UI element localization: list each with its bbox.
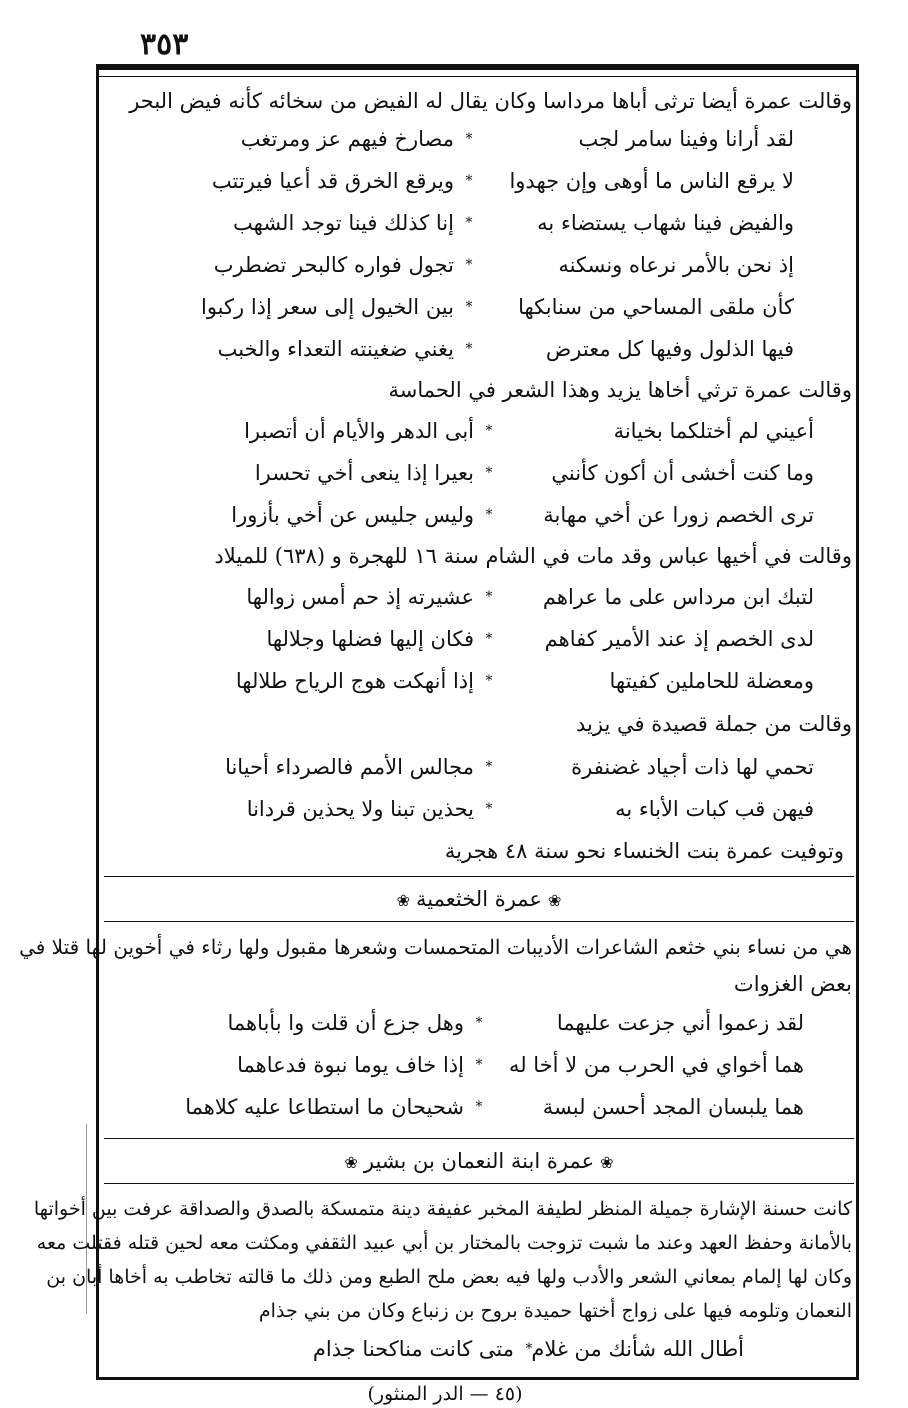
hemistich-first: لا يرقع الناس ما أوهى وإن جهدوا: [509, 169, 794, 193]
ornament-icon: ❀: [396, 891, 411, 910]
section1-verses: [104, 118, 854, 370]
section1-intro: وقالت عمرة أيضا ترثى أباها مرداسا وكان يقال له الفيض من سخائه كأنه فيض البحر: [129, 89, 852, 113]
separator-icon: *: [465, 257, 473, 273]
separator-icon: *: [465, 299, 473, 315]
hemistich-second: عشيرته إذ حم أمس زوالها: [246, 585, 474, 609]
separator-icon: *: [525, 1341, 533, 1357]
hemistich-second: مصارخ فيهم عز ومرتغب: [240, 127, 454, 151]
separator-icon: *: [465, 341, 473, 357]
verse-row: [104, 1002, 804, 1044]
verse-row: [104, 788, 814, 830]
hemistich-second: شحيحان ما استطاعا عليه كلاهما: [185, 1095, 464, 1119]
verse-row: [104, 328, 794, 370]
page-footer: (٤٥ — الدر المنثور): [367, 1383, 523, 1405]
hemistich-first: والفيض فينا شهاب يستضاء به: [537, 211, 794, 235]
section5-title: عمرة الخثعمية: [416, 887, 542, 911]
hemistich-first: إذ نحن بالأمر نرعاه ونسكنه: [558, 253, 794, 277]
hemistich-first: لدى الخصم إذ عند الأمير كفاهم: [544, 627, 814, 651]
hemistich-first: لتبك ابن مرداس على ما عراهم: [542, 585, 814, 609]
section6-line: النعمان وتلومه فيها على زواج أختها حميدة بروح بن زنباع وكان من بني جذام: [258, 1300, 852, 1322]
separator-icon: *: [485, 673, 493, 689]
separator-icon: *: [475, 1057, 483, 1073]
section4-intro: وقالت من جملة قصيدة في يزيد: [576, 712, 852, 736]
hemistich-first: تحمي لها ذات أجياد غضنفرة: [571, 755, 814, 779]
separator-icon: *: [465, 215, 473, 231]
separator-icon: *: [485, 423, 493, 439]
hemistich-second: بعيرا إذا ينعى أخي تحسرا: [254, 461, 474, 485]
hemistich-first: أعيني لم أختلكما بخيانة: [613, 419, 814, 443]
separator-icon: *: [475, 1099, 483, 1115]
verse-row: [104, 576, 814, 618]
verse-row: [104, 118, 794, 160]
hemistich-second: مجالس الأمم فالصرداء أحيانا: [225, 755, 474, 779]
section3-verses: [104, 576, 854, 702]
ornament-icon: ❀: [547, 891, 562, 910]
hemistich-first: ترى الخصم زورا عن أخي مهابة: [543, 503, 814, 527]
section2-intro: وقالت عمرة ترثي أخاها يزيد وهذا الشعر في الحماسة: [388, 378, 852, 402]
ornament-icon: ❀: [600, 1153, 614, 1172]
separator-icon: *: [485, 507, 493, 523]
hemistich-second: إذا خاف يوما نبوة فدعاهما: [237, 1053, 464, 1077]
hemistich-second: إنا كذلك فينا توجد الشهب: [233, 211, 454, 235]
hemistich-first: لقد زعموا أني جزعت عليهما: [556, 1011, 804, 1035]
section6-line: كانت حسنة الإشارة جميلة المنظر لطيفة المخبر عفيفة دينة متمسكة بالصدق والصداقة عرفت بين أخواتها: [33, 1198, 852, 1220]
separator-icon: *: [485, 801, 493, 817]
verse-row: [104, 202, 794, 244]
hemistich-first: كأن ملقى المساحي من سنابكها: [518, 295, 794, 319]
verse-row: [104, 1328, 744, 1370]
verse-row: [104, 286, 794, 328]
verse-row: [104, 494, 814, 536]
verse-row: [104, 618, 814, 660]
separator-icon: *: [475, 1015, 483, 1031]
section6-body: [33, 1184, 854, 1328]
section6-heading: [104, 1138, 854, 1184]
verse-row: [104, 746, 814, 788]
hemistich-first: هما يلبسان المجد أحسن لبسة: [542, 1095, 804, 1119]
section6-verses: [104, 1328, 854, 1370]
frame-top-rule: [96, 76, 859, 77]
verse-row: [104, 660, 814, 702]
hemistich-first: فيهن قب كبات الأباء به: [615, 797, 814, 821]
separator-icon: *: [485, 631, 493, 647]
separator-icon: *: [485, 759, 493, 775]
hemistich-second: يغني ضغينته التعداء والخبب: [217, 337, 454, 361]
verse-row: [104, 160, 794, 202]
section4-verses: [104, 746, 854, 830]
hemistich-second: ويرقع الخرق قد أعيا فيرتتب: [211, 169, 454, 193]
separator-icon: *: [465, 131, 473, 147]
section5-intro-line1: هي من نساء بني خثعم الشاعرات الأديبات المتحمسات وشعرها مقبول ولها رثاء في أخوين لها قتلا في: [19, 935, 852, 959]
separator-icon: *: [485, 465, 493, 481]
section3-intro: وقالت في أخيها عباس وقد مات في الشام سنة ١٦ للهجرة و (٦٣٨) للميلاد: [214, 544, 852, 568]
hemistich-first: لقد أرانا وفينا سامر لجب: [578, 127, 794, 151]
section4-closing: وتوفيت عمرة بنت الخنساء نحو سنة ٤٨ هجرية: [444, 839, 844, 863]
separator-icon: *: [485, 589, 493, 605]
hemistich-second: أبى الدهر والأيام أن أتصبرا: [244, 419, 474, 443]
section2-verses: [104, 410, 854, 536]
verse-row: [104, 1044, 804, 1086]
verse-row: [104, 452, 814, 494]
ornament-icon: ❀: [344, 1153, 358, 1172]
hemistich-first: وما كنت أخشى أن أكون كأنني: [551, 461, 814, 485]
hemistich-second: فكان إليها فضلها وجلالها: [266, 627, 474, 651]
section6-title: عمرة ابنة النعمان بن بشير: [363, 1149, 595, 1173]
hemistich-first: أطال الله شأنك من غلام: [531, 1337, 744, 1361]
section5-verses: [104, 1002, 854, 1128]
hemistich-second: تجول فواره كالبحر تضطرب: [213, 253, 454, 277]
section6-line: وكان لها إلمام بمعاني الشعر والأدب ولها فيه بعض ملح الطبع ومن ذلك ما قالته تخاطب به أخاها أبان بن: [46, 1266, 852, 1288]
hemistich-first: ومعضلة للحاملين كفيتها: [609, 669, 814, 693]
verse-row: [104, 1086, 804, 1128]
verse-row: [104, 244, 794, 286]
section5-heading: [104, 876, 854, 922]
hemistich-second: بين الخيول إلى سعر إذا ركبوا: [200, 295, 454, 319]
verse-row: [104, 410, 814, 452]
section6-line: بالأمانة وحفظ العهد وعند ما شبت تزوجت بالمختار بن أبي عبيد الثقفي ومكثت معه لحين قتله فقتلت معه: [36, 1232, 852, 1254]
hemistich-second: وهل جزع أن قلت وا بأباهما: [227, 1011, 464, 1035]
hemistich-first: فيها الذلول وفيها كل معترض: [545, 337, 794, 361]
page-content: [19, 84, 854, 1370]
hemistich-second: يحذين تبنا ولا يحذين قردانا: [246, 797, 474, 821]
hemistich-second: وليس جليس عن أخي بأزورا: [231, 503, 474, 527]
section5-intro-line2: بعض الغزوات: [733, 972, 852, 996]
hemistich-second: متى كانت مناكحنا جذام: [312, 1337, 514, 1361]
hemistich-first: هما أخواي في الحرب من لا أخا له: [508, 1053, 804, 1077]
hemistich-second: إذا أنهكت هوج الرياح طلالها: [235, 669, 474, 693]
separator-icon: *: [465, 173, 473, 189]
page-number: ٣٥٣: [140, 27, 189, 62]
